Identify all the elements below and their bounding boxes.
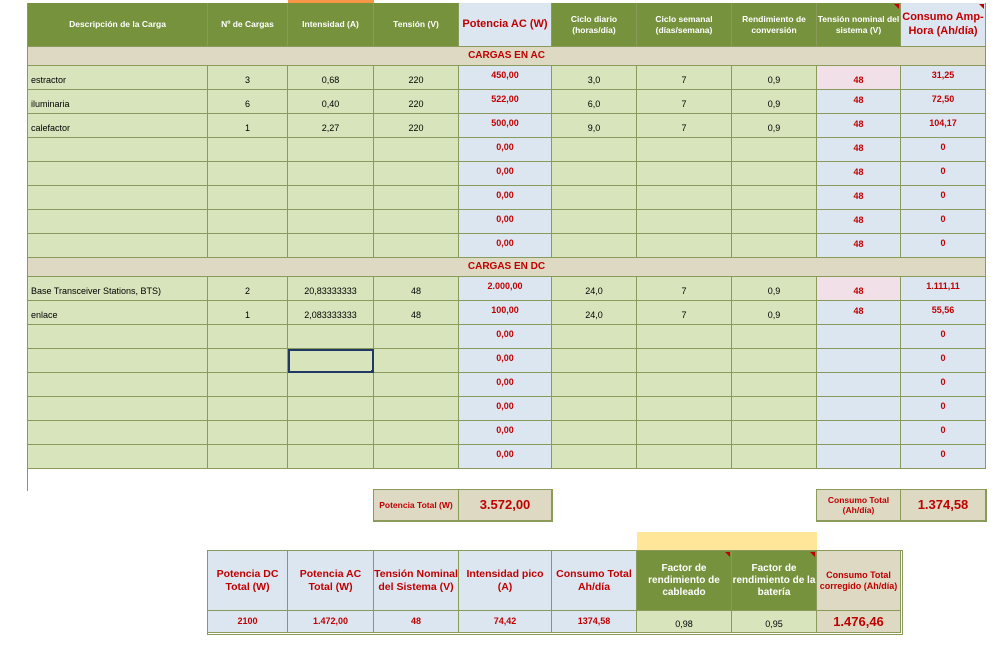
- header-descripcion[interactable]: Descripción de la Carga: [28, 3, 208, 47]
- summary-value-7[interactable]: 1.476,46: [817, 611, 901, 633]
- ac-row-cell-num-cargas[interactable]: [208, 138, 288, 162]
- ac-row-cell-potencia-ac[interactable]: 0,00: [459, 138, 552, 162]
- ac-row-cell-descripcion[interactable]: estractor: [28, 66, 208, 90]
- dc-row-cell-ciclo-semanal[interactable]: [637, 421, 732, 445]
- dc-row-cell-tension-nominal[interactable]: 48: [817, 277, 901, 301]
- comment-indicator-icon: [894, 4, 899, 9]
- ac-row-cell-consumo[interactable]: 0: [901, 210, 986, 234]
- ac-row-cell-rendimiento[interactable]: [732, 234, 817, 258]
- summary-header-7[interactable]: Consumo Total corregido (Ah/día): [817, 551, 901, 611]
- ac-row-cell-rendimiento[interactable]: 0,9: [732, 90, 817, 114]
- ac-row-cell-ciclo-semanal[interactable]: [637, 186, 732, 210]
- ac-row-cell-tension-nominal[interactable]: 48: [817, 186, 901, 210]
- dc-row-cell-descripcion[interactable]: [28, 421, 208, 445]
- ac-row-cell-ciclo-semanal[interactable]: 7: [637, 90, 732, 114]
- comment-indicator-icon: [810, 552, 815, 557]
- dc-row-cell-descripcion[interactable]: [28, 349, 208, 373]
- ac-row-cell-tension[interactable]: 220: [374, 90, 459, 114]
- dc-row-cell-rendimiento[interactable]: 0,9: [732, 277, 817, 301]
- dc-row-cell-tension[interactable]: [374, 373, 459, 397]
- dc-row-cell-consumo[interactable]: 0: [901, 325, 986, 349]
- dc-row-cell-ciclo-semanal[interactable]: [637, 349, 732, 373]
- ac-row-cell-consumo[interactable]: 0: [901, 186, 986, 210]
- ac-row-cell-intensidad[interactable]: [288, 234, 374, 258]
- dc-row-cell-ciclo-diario[interactable]: [552, 373, 637, 397]
- ac-row-cell-consumo[interactable]: 0: [901, 162, 986, 186]
- header-potencia-ac[interactable]: Potencia AC (W): [459, 3, 552, 47]
- ac-row-cell-ciclo-diario[interactable]: 9,0: [552, 114, 637, 138]
- ac-row-cell-descripcion[interactable]: [28, 162, 208, 186]
- ac-row-cell-consumo[interactable]: 0: [901, 138, 986, 162]
- comment-indicator-icon: [979, 4, 984, 9]
- dc-row-cell-ciclo-diario[interactable]: 24,0: [552, 277, 637, 301]
- dc-row-cell-ciclo-semanal[interactable]: [637, 397, 732, 421]
- dc-row-cell-intensidad[interactable]: [288, 349, 374, 373]
- dc-row-cell-consumo[interactable]: 0: [901, 445, 986, 469]
- dc-row-cell-tension[interactable]: [374, 397, 459, 421]
- dc-row-cell-potencia-ac[interactable]: 100,00: [459, 301, 552, 325]
- ac-row-cell-intensidad[interactable]: 0,40: [288, 90, 374, 114]
- dc-row-cell-ciclo-semanal[interactable]: 7: [637, 277, 732, 301]
- summary-value-5[interactable]: 0,98: [637, 611, 732, 633]
- dc-row-cell-ciclo-semanal[interactable]: [637, 325, 732, 349]
- ac-row-cell-descripcion[interactable]: [28, 234, 208, 258]
- ac-row-cell-ciclo-diario[interactable]: 6,0: [552, 90, 637, 114]
- ac-row-cell-tension[interactable]: [374, 138, 459, 162]
- dc-row-cell-consumo[interactable]: 1.111,11: [901, 277, 986, 301]
- summary-value-6[interactable]: 0,95: [732, 611, 817, 633]
- ac-row-cell-intensidad[interactable]: [288, 138, 374, 162]
- consumo-total-label: Consumo Total (Ah/día): [817, 490, 901, 521]
- comment-indicator-icon: [725, 552, 730, 557]
- dc-row-cell-tension[interactable]: [374, 325, 459, 349]
- column-accent: [288, 0, 374, 3]
- dc-row-cell-rendimiento[interactable]: [732, 397, 817, 421]
- summary-header-2[interactable]: Tensión Nominal del Sistema (V): [374, 551, 459, 611]
- dc-row-cell-rendimiento[interactable]: [732, 349, 817, 373]
- ac-row-cell-ciclo-semanal[interactable]: [637, 162, 732, 186]
- ac-row-cell-intensidad[interactable]: [288, 210, 374, 234]
- dc-row-cell-intensidad[interactable]: [288, 445, 374, 469]
- dc-row-cell-num-cargas[interactable]: 1: [208, 301, 288, 325]
- header-num-cargas[interactable]: Nº de Cargas: [208, 3, 288, 47]
- ac-row-cell-tension[interactable]: [374, 162, 459, 186]
- summary-value-3[interactable]: 74,42: [459, 611, 552, 633]
- header-ciclo-semanal[interactable]: Ciclo semanal (días/semana): [637, 3, 732, 47]
- dc-row-cell-potencia-ac[interactable]: 0,00: [459, 445, 552, 469]
- ac-row-cell-potencia-ac[interactable]: 450,00: [459, 66, 552, 90]
- dc-row-cell-consumo[interactable]: 0: [901, 349, 986, 373]
- ac-row-cell-consumo[interactable]: 31,25: [901, 66, 986, 90]
- summary-header-5[interactable]: Factor de rendimiento de cableado: [637, 551, 732, 611]
- ac-row-cell-tension-nominal[interactable]: 48: [817, 162, 901, 186]
- dc-row-cell-tension-nominal[interactable]: [817, 349, 901, 373]
- ac-row-cell-num-cargas[interactable]: 6: [208, 90, 288, 114]
- dc-row-cell-consumo[interactable]: 55,56: [901, 301, 986, 325]
- header-intensidad[interactable]: Intensidad (A): [288, 3, 374, 47]
- ac-row-cell-descripcion[interactable]: iluminaria: [28, 90, 208, 114]
- section-title-dc: CARGAS EN DC: [28, 258, 986, 277]
- dc-row-cell-intensidad[interactable]: [288, 325, 374, 349]
- ac-row-cell-num-cargas[interactable]: 1: [208, 114, 288, 138]
- dc-row-cell-num-cargas[interactable]: [208, 325, 288, 349]
- dc-row-cell-ciclo-diario[interactable]: [552, 349, 637, 373]
- summary-value-0[interactable]: 2100: [208, 611, 288, 633]
- dc-row-cell-intensidad[interactable]: 2,083333333: [288, 301, 374, 325]
- ac-row-cell-tension-nominal[interactable]: 48: [817, 90, 901, 114]
- ac-row-cell-tension[interactable]: [374, 186, 459, 210]
- ac-row-cell-num-cargas[interactable]: 3: [208, 66, 288, 90]
- ac-row-cell-num-cargas[interactable]: [208, 186, 288, 210]
- ac-row-cell-ciclo-diario[interactable]: [552, 234, 637, 258]
- factor-highlight: [637, 532, 817, 551]
- ac-row-cell-potencia-ac[interactable]: 0,00: [459, 234, 552, 258]
- ac-row-cell-descripcion[interactable]: [28, 210, 208, 234]
- dc-row-cell-num-cargas[interactable]: [208, 397, 288, 421]
- ac-row-cell-ciclo-diario[interactable]: [552, 186, 637, 210]
- ac-row-cell-potencia-ac[interactable]: 0,00: [459, 210, 552, 234]
- dc-row-cell-tension[interactable]: 48: [374, 277, 459, 301]
- ac-row-cell-num-cargas[interactable]: [208, 234, 288, 258]
- ac-row-cell-potencia-ac[interactable]: 522,00: [459, 90, 552, 114]
- dc-row-cell-intensidad[interactable]: [288, 373, 374, 397]
- dc-row-cell-potencia-ac[interactable]: 0,00: [459, 373, 552, 397]
- dc-row-cell-consumo[interactable]: 0: [901, 373, 986, 397]
- dc-row-cell-consumo[interactable]: 0: [901, 397, 986, 421]
- dc-row-cell-intensidad[interactable]: [288, 397, 374, 421]
- ac-row-cell-tension-nominal[interactable]: 48: [817, 210, 901, 234]
- dc-row-cell-ciclo-diario[interactable]: [552, 421, 637, 445]
- summary-header-3[interactable]: Intensidad pico (A): [459, 551, 552, 611]
- ac-row-cell-tension[interactable]: [374, 210, 459, 234]
- ac-row-cell-num-cargas[interactable]: [208, 162, 288, 186]
- ac-row-cell-rendimiento[interactable]: [732, 162, 817, 186]
- ac-row-cell-descripcion[interactable]: [28, 138, 208, 162]
- dc-row-cell-potencia-ac[interactable]: 0,00: [459, 397, 552, 421]
- ac-row-cell-ciclo-diario[interactable]: [552, 162, 637, 186]
- dc-row-cell-intensidad[interactable]: [288, 421, 374, 445]
- ac-row-cell-consumo[interactable]: 104,17: [901, 114, 986, 138]
- ac-row-cell-ciclo-diario[interactable]: [552, 138, 637, 162]
- header-consumo[interactable]: Consumo Amp-Hora (Ah/día): [901, 3, 986, 47]
- header-rendimiento[interactable]: Rendimiento de conversión: [732, 3, 817, 47]
- ac-row-cell-descripcion[interactable]: [28, 186, 208, 210]
- dc-row-cell-tension-nominal[interactable]: [817, 373, 901, 397]
- ac-row-cell-rendimiento[interactable]: [732, 186, 817, 210]
- ac-row-cell-ciclo-diario[interactable]: [552, 210, 637, 234]
- summary-value-1[interactable]: 1.472,00: [288, 611, 374, 633]
- dc-row-cell-potencia-ac[interactable]: 0,00: [459, 421, 552, 445]
- dc-row-cell-tension[interactable]: [374, 349, 459, 373]
- ac-row-cell-ciclo-semanal[interactable]: [637, 234, 732, 258]
- ac-row-cell-rendimiento[interactable]: [732, 138, 817, 162]
- dc-row-cell-num-cargas[interactable]: 2: [208, 277, 288, 301]
- ac-row-cell-consumo[interactable]: 72,50: [901, 90, 986, 114]
- ac-row-cell-ciclo-semanal[interactable]: 7: [637, 114, 732, 138]
- dc-row-cell-rendimiento[interactable]: [732, 445, 817, 469]
- ac-row-cell-ciclo-semanal[interactable]: [637, 210, 732, 234]
- dc-row-cell-tension-nominal[interactable]: [817, 397, 901, 421]
- dc-row-cell-descripcion[interactable]: [28, 373, 208, 397]
- dc-row-cell-ciclo-semanal[interactable]: [637, 373, 732, 397]
- ac-row-cell-intensidad[interactable]: 0,68: [288, 66, 374, 90]
- ac-row-cell-rendimiento[interactable]: [732, 210, 817, 234]
- dc-row-cell-ciclo-diario[interactable]: [552, 445, 637, 469]
- dc-row-cell-num-cargas[interactable]: [208, 421, 288, 445]
- dc-row-cell-tension[interactable]: [374, 421, 459, 445]
- header-tension-nominal[interactable]: Tensión nominal del sistema (V): [817, 3, 901, 47]
- summary-header-4[interactable]: Consumo Total Ah/día: [552, 551, 637, 611]
- dc-row-cell-rendimiento[interactable]: [732, 325, 817, 349]
- dc-row-cell-ciclo-diario[interactable]: 24,0: [552, 301, 637, 325]
- dc-row-cell-ciclo-semanal[interactable]: 7: [637, 301, 732, 325]
- ac-row-cell-descripcion[interactable]: calefactor: [28, 114, 208, 138]
- dc-row-cell-tension-nominal[interactable]: [817, 325, 901, 349]
- dc-row-cell-num-cargas[interactable]: [208, 445, 288, 469]
- ac-row-cell-potencia-ac[interactable]: 500,00: [459, 114, 552, 138]
- ac-row-cell-tension-nominal[interactable]: 48: [817, 66, 901, 90]
- dc-row-cell-descripcion[interactable]: Base Transceiver Stations, BTS): [28, 277, 208, 301]
- dc-row-cell-tension-nominal[interactable]: [817, 421, 901, 445]
- ac-row-cell-tension-nominal[interactable]: 48: [817, 114, 901, 138]
- dc-row-cell-intensidad[interactable]: 20,83333333: [288, 277, 374, 301]
- summary-header-1[interactable]: Potencia AC Total (W): [288, 551, 374, 611]
- ac-row-cell-tension[interactable]: 220: [374, 114, 459, 138]
- ac-row-cell-tension[interactable]: [374, 234, 459, 258]
- dc-row-cell-potencia-ac[interactable]: 0,00: [459, 349, 552, 373]
- header-tension[interactable]: Tensión (V): [374, 3, 459, 47]
- dc-row-cell-ciclo-diario[interactable]: [552, 325, 637, 349]
- potencia-total-value[interactable]: 3.572,00: [459, 490, 552, 521]
- dc-row-cell-ciclo-diario[interactable]: [552, 397, 637, 421]
- ac-row-cell-ciclo-semanal[interactable]: [637, 138, 732, 162]
- summary-value-4[interactable]: 1374,58: [552, 611, 637, 633]
- header-ciclo-diario[interactable]: Ciclo diario (horas/día): [552, 3, 637, 47]
- dc-row-cell-num-cargas[interactable]: [208, 349, 288, 373]
- ac-row-cell-rendimiento[interactable]: 0,9: [732, 114, 817, 138]
- dc-row-cell-ciclo-semanal[interactable]: [637, 445, 732, 469]
- dc-row-cell-descripcion[interactable]: enlace: [28, 301, 208, 325]
- ac-row-cell-tension-nominal[interactable]: 48: [817, 138, 901, 162]
- summary-header-0[interactable]: Potencia DC Total (W): [208, 551, 288, 611]
- ac-row-cell-tension[interactable]: 220: [374, 66, 459, 90]
- dc-row-cell-potencia-ac[interactable]: 0,00: [459, 325, 552, 349]
- ac-row-cell-rendimiento[interactable]: 0,9: [732, 66, 817, 90]
- ac-row-cell-tension-nominal[interactable]: 48: [817, 234, 901, 258]
- dc-row-cell-tension-nominal[interactable]: 48: [817, 301, 901, 325]
- ac-row-cell-intensidad[interactable]: [288, 186, 374, 210]
- dc-row-cell-potencia-ac[interactable]: 2.000,00: [459, 277, 552, 301]
- dc-row-cell-consumo[interactable]: 0: [901, 421, 986, 445]
- ac-row-cell-ciclo-diario[interactable]: 3,0: [552, 66, 637, 90]
- section-title-ac: CARGAS EN AC: [28, 47, 986, 66]
- potencia-total-label: Potencia Total (W): [374, 490, 459, 521]
- consumo-total-value[interactable]: 1.374,58: [901, 490, 986, 521]
- ac-row-cell-potencia-ac[interactable]: 0,00: [459, 186, 552, 210]
- ac-row-cell-num-cargas[interactable]: [208, 210, 288, 234]
- summary-value-2[interactable]: 48: [374, 611, 459, 633]
- dc-row-cell-tension-nominal[interactable]: [817, 445, 901, 469]
- summary-header-6[interactable]: Factor de rendimiento de la batería: [732, 551, 817, 611]
- dc-row-cell-rendimiento[interactable]: [732, 373, 817, 397]
- ac-row-cell-intensidad[interactable]: 2,27: [288, 114, 374, 138]
- dc-row-cell-tension[interactable]: [374, 445, 459, 469]
- dc-row-cell-rendimiento[interactable]: 0,9: [732, 301, 817, 325]
- dc-row-cell-descripcion[interactable]: [28, 445, 208, 469]
- ac-row-cell-potencia-ac[interactable]: 0,00: [459, 162, 552, 186]
- ac-row-cell-ciclo-semanal[interactable]: 7: [637, 66, 732, 90]
- dc-row-cell-num-cargas[interactable]: [208, 373, 288, 397]
- ac-row-cell-intensidad[interactable]: [288, 162, 374, 186]
- dc-row-cell-descripcion[interactable]: [28, 325, 208, 349]
- dc-row-cell-descripcion[interactable]: [28, 397, 208, 421]
- dc-row-cell-tension[interactable]: 48: [374, 301, 459, 325]
- dc-row-cell-rendimiento[interactable]: [732, 421, 817, 445]
- ac-row-cell-consumo[interactable]: 0: [901, 234, 986, 258]
